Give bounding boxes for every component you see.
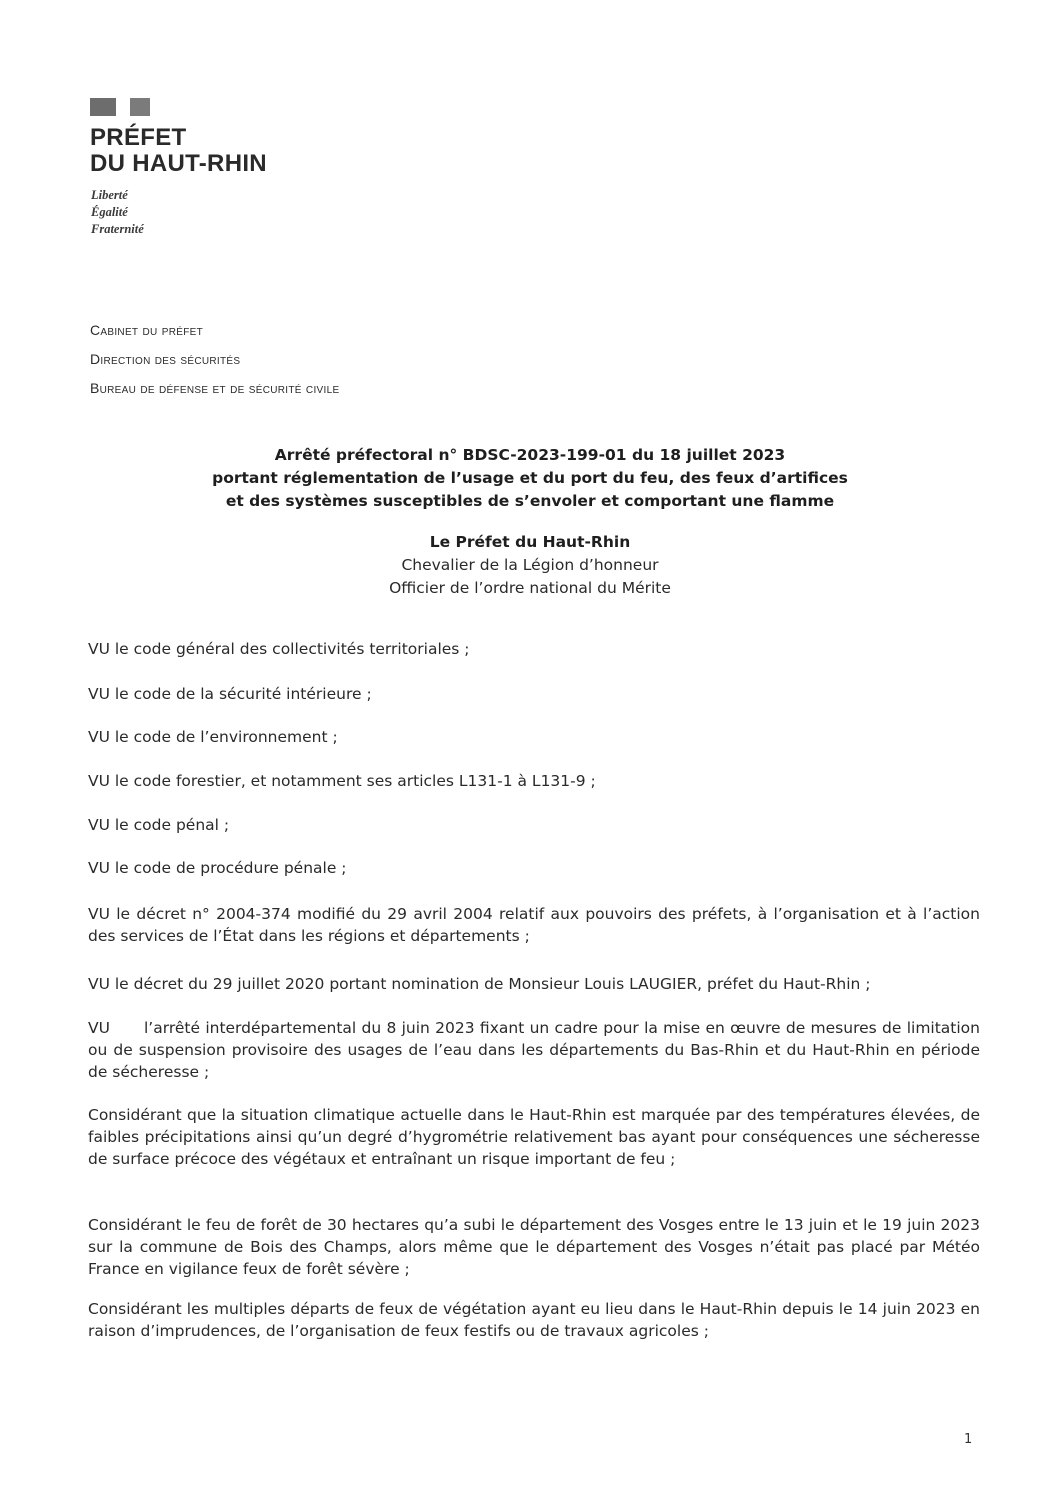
- republic-motto: [91, 187, 144, 238]
- marianne-logo: [90, 96, 160, 118]
- service-direction: Direction des sécurités: [90, 351, 241, 367]
- visa-securite-interieure: VU le code de la sécurité intérieure ;: [88, 685, 372, 703]
- visa-decret-2004: VU le décret n° 2004-374 modifié du 29 avril 2004 relatif aux pouvoirs des préfets, à l’organisation et à l’action des services de l’État dans les régions et départements ;: [88, 905, 980, 945]
- issuing-services: [90, 316, 339, 403]
- visa-arrete-text: l’arrêté interdépartemental du 8 juin 2023 fixant un cadre pour la mise en œuvre de mesures de limitation ou de suspension provisoire des usages de l’eau dans les départements du Bas-Rhin et du Haut-Rhin en période de sécheresse ;: [88, 1019, 980, 1081]
- prefet-honour-1: Chevalier de la Légion d’honneur: [401, 556, 659, 574]
- prefet-name: Le Préfet du Haut-Rhin: [429, 533, 631, 551]
- visa-cgct: VU le code général des collectivités territoriales ;: [88, 640, 470, 658]
- title-line-1: Arrêté préfectoral n° BDSC-2023-199-01 du 18 juillet 2023: [274, 446, 786, 464]
- visa-arrete-interdepartemental: [88, 1017, 980, 1083]
- considerant-climat: Considérant que la situation climatique actuelle dans le Haut-Rhin est marquée par des températures élevées, de faibles précipitations ainsi qu’un degré d’hygrométrie relativement bas ayant pour conséquences une sécheresse de surface précoce des végétaux et entraînant un risque important de feu ;: [88, 1106, 980, 1168]
- prefet-signatory: [280, 531, 780, 600]
- service-cabinet: Cabinet du préfet: [90, 322, 203, 338]
- visa-code-forestier: VU le code forestier, et notamment ses articles L131-1 à L131-9 ;: [88, 772, 596, 790]
- page-number: 1: [964, 1432, 973, 1447]
- visa-label: VU: [88, 1019, 110, 1037]
- motto-egalite: Égalité: [91, 205, 128, 219]
- title-line-3: et des systèmes susceptibles de s’envoler et comportant une flamme: [225, 492, 835, 510]
- prefet-honour-2: Officier de l’ordre national du Mérite: [389, 579, 671, 597]
- motto-fraternite: Fraternité: [91, 222, 144, 236]
- visa-environnement: VU le code de l’environnement ;: [88, 728, 338, 746]
- visa-procedure-penale: VU le code de procédure pénale ;: [88, 859, 347, 877]
- arrete-title: [160, 444, 900, 513]
- service-bureau: Bureau de défense et de sécurité civile: [90, 380, 340, 396]
- prefet-title: [90, 125, 267, 177]
- considerant-feu-vosges: Considérant le feu de forêt de 30 hectares qu’a subi le département des Vosges entre le 13 juin et le 19 juin 2023 sur la commune de Bois des Champs, alors même que le département des Vosges n’était pas placé par Météo France en vigilance feux de forêt sévère ;: [88, 1216, 980, 1278]
- prefet-title-line1: PRÉFET: [90, 124, 187, 151]
- prefet-title-line2: DU HAUT-RHIN: [90, 150, 267, 177]
- visa-code-penal: VU le code pénal ;: [88, 816, 230, 834]
- visa-decret-nomination: VU le décret du 29 juillet 2020 portant nomination de Monsieur Louis LAUGIER, préfet du Haut-Rhin ;: [88, 975, 871, 993]
- considerant-departs-feux: Considérant les multiples départs de feux de végétation ayant eu lieu dans le Haut-Rhin depuis le 14 juin 2023 en raison d’imprudences, de l’organisation de feux festifs ou de travaux agricoles ;: [88, 1300, 980, 1340]
- motto-liberte: Liberté: [91, 188, 128, 202]
- title-line-2: portant réglementation de l’usage et du port du feu, des feux d’artifices: [212, 469, 848, 487]
